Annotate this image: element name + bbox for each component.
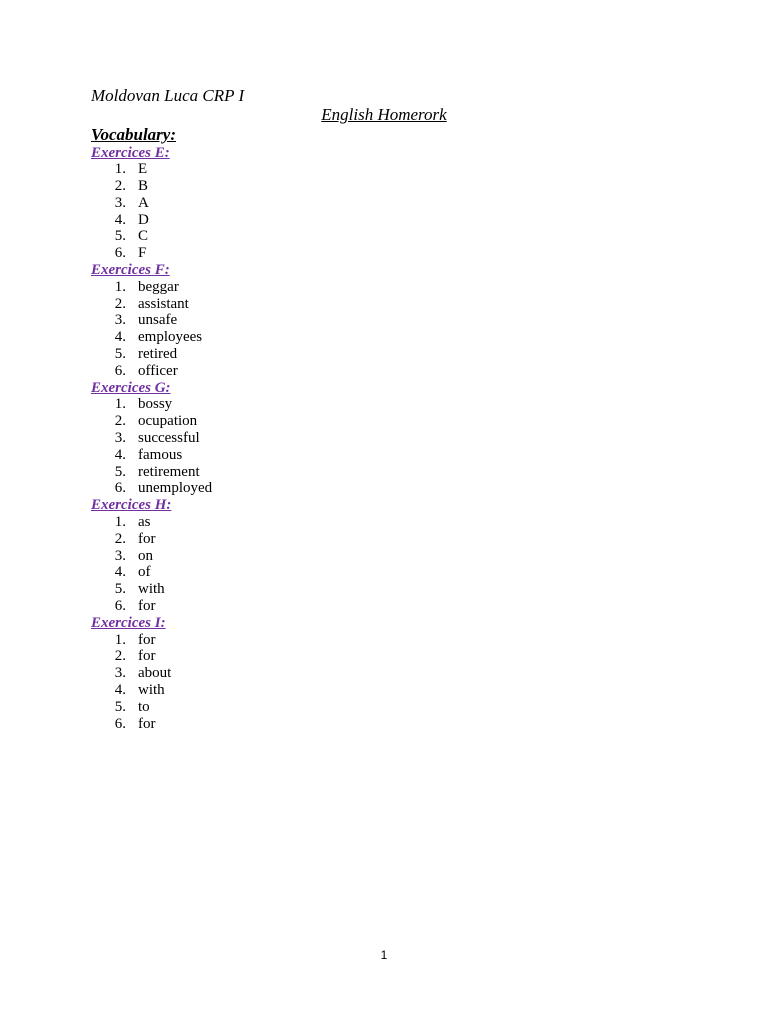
item-answer: unemployed: [138, 480, 213, 497]
list-item: [91, 564, 691, 581]
item-number: 1.: [114, 514, 126, 531]
item-answer: beggar: [138, 278, 179, 295]
item-answer: about: [138, 665, 172, 682]
item-answer: on: [138, 547, 153, 564]
list-item: [91, 665, 691, 682]
item-answer: successful: [138, 430, 200, 447]
exercise-block-f: [91, 262, 691, 380]
list-item: [91, 329, 691, 346]
item-answer: D: [138, 211, 149, 228]
exercise-heading: Exercices F:: [91, 262, 170, 279]
section-heading-vocabulary: Vocabulary:: [91, 125, 176, 144]
item-number: 2.: [114, 178, 126, 195]
list-item: [91, 413, 691, 430]
list-item: [91, 312, 691, 329]
item-answer: assistant: [138, 295, 189, 312]
item-number: 5.: [114, 346, 126, 363]
list-item: [91, 245, 691, 262]
item-number: 6.: [114, 480, 126, 497]
list-item: [91, 632, 691, 649]
list-item: [91, 682, 691, 699]
exercise-block-g: [91, 380, 691, 498]
item-answer: unsafe: [138, 312, 178, 329]
exercise-heading: Exercices E:: [91, 144, 170, 161]
list-item: [91, 195, 691, 212]
item-answer: F: [138, 245, 147, 262]
exercise-heading: Exercices G:: [91, 379, 171, 396]
list-item: [91, 228, 691, 245]
author-line: Moldovan Luca CRP I: [91, 86, 245, 105]
list-item: [91, 716, 691, 733]
list-item: [91, 346, 691, 363]
exercise-list: [91, 145, 691, 733]
item-number: 3.: [114, 312, 126, 329]
list-item: [91, 178, 691, 195]
item-number: 6.: [114, 598, 126, 615]
document-title: English Homerork: [321, 105, 447, 124]
item-number: 2.: [114, 413, 126, 430]
item-number: 5.: [114, 463, 126, 480]
list-item: [91, 699, 691, 716]
list-item: [91, 447, 691, 464]
item-answer: with: [138, 581, 165, 598]
item-answer: retirement: [138, 463, 200, 480]
exercise-heading: Exercices H:: [91, 497, 172, 514]
item-answer: bossy: [138, 396, 173, 413]
item-answer: retired: [138, 346, 178, 363]
item-answer: ocupation: [138, 413, 198, 430]
list-item: [91, 296, 691, 313]
item-number: 6.: [114, 245, 126, 262]
item-number: 3.: [114, 547, 126, 564]
item-number: 6.: [114, 362, 126, 379]
item-number: 2.: [114, 295, 126, 312]
list-item: [91, 430, 691, 447]
list-item: [91, 161, 691, 178]
item-answer: famous: [138, 446, 183, 463]
item-number: 2.: [114, 648, 126, 665]
item-number: 1.: [114, 161, 126, 178]
item-number: 1.: [114, 278, 126, 295]
item-number: 4.: [114, 564, 126, 581]
list-item: [91, 514, 691, 531]
list-item: [91, 363, 691, 380]
item-answer: for: [138, 648, 156, 665]
list-item: [91, 279, 691, 296]
list-item: [91, 648, 691, 665]
item-answer: B: [138, 178, 149, 195]
list-item: [91, 598, 691, 615]
exercise-heading: Exercices I:: [91, 614, 166, 631]
list-item: [91, 548, 691, 565]
item-number: 5.: [114, 581, 126, 598]
item-answer: for: [138, 631, 156, 648]
list-item: [91, 581, 691, 598]
list-item: [91, 212, 691, 229]
item-answer: E: [138, 161, 148, 178]
item-answer: officer: [138, 362, 178, 379]
item-answer: for: [138, 598, 156, 615]
list-item: [91, 464, 691, 481]
item-number: 5.: [114, 698, 126, 715]
item-number: 6.: [114, 715, 126, 732]
exercise-block-h: [91, 497, 691, 615]
exercise-block-e: [91, 145, 691, 263]
item-answer: as: [138, 514, 151, 531]
item-answer: to: [138, 698, 150, 715]
item-number: 3.: [114, 665, 126, 682]
item-answer: for: [138, 530, 156, 547]
list-item: [91, 396, 691, 413]
page-number: 1: [380, 948, 388, 962]
item-answer: employees: [138, 329, 203, 346]
item-answer: of: [138, 564, 151, 581]
item-answer: A: [138, 194, 149, 211]
list-item: [91, 480, 691, 497]
exercise-block-i: [91, 615, 691, 733]
item-number: 5.: [114, 228, 126, 245]
item-number: 4.: [114, 211, 126, 228]
item-number: 4.: [114, 682, 126, 698]
list-item: [91, 531, 691, 548]
item-number: 3.: [114, 194, 126, 211]
item-answer: for: [138, 715, 156, 732]
item-number: 1.: [114, 631, 126, 648]
item-answer: C: [138, 228, 149, 245]
item-number: 1.: [114, 396, 126, 413]
item-answer: with: [138, 682, 165, 698]
item-number: 3.: [114, 430, 126, 447]
item-number: 4.: [114, 446, 126, 463]
item-number: 4.: [114, 329, 126, 346]
item-number: 2.: [114, 530, 126, 547]
